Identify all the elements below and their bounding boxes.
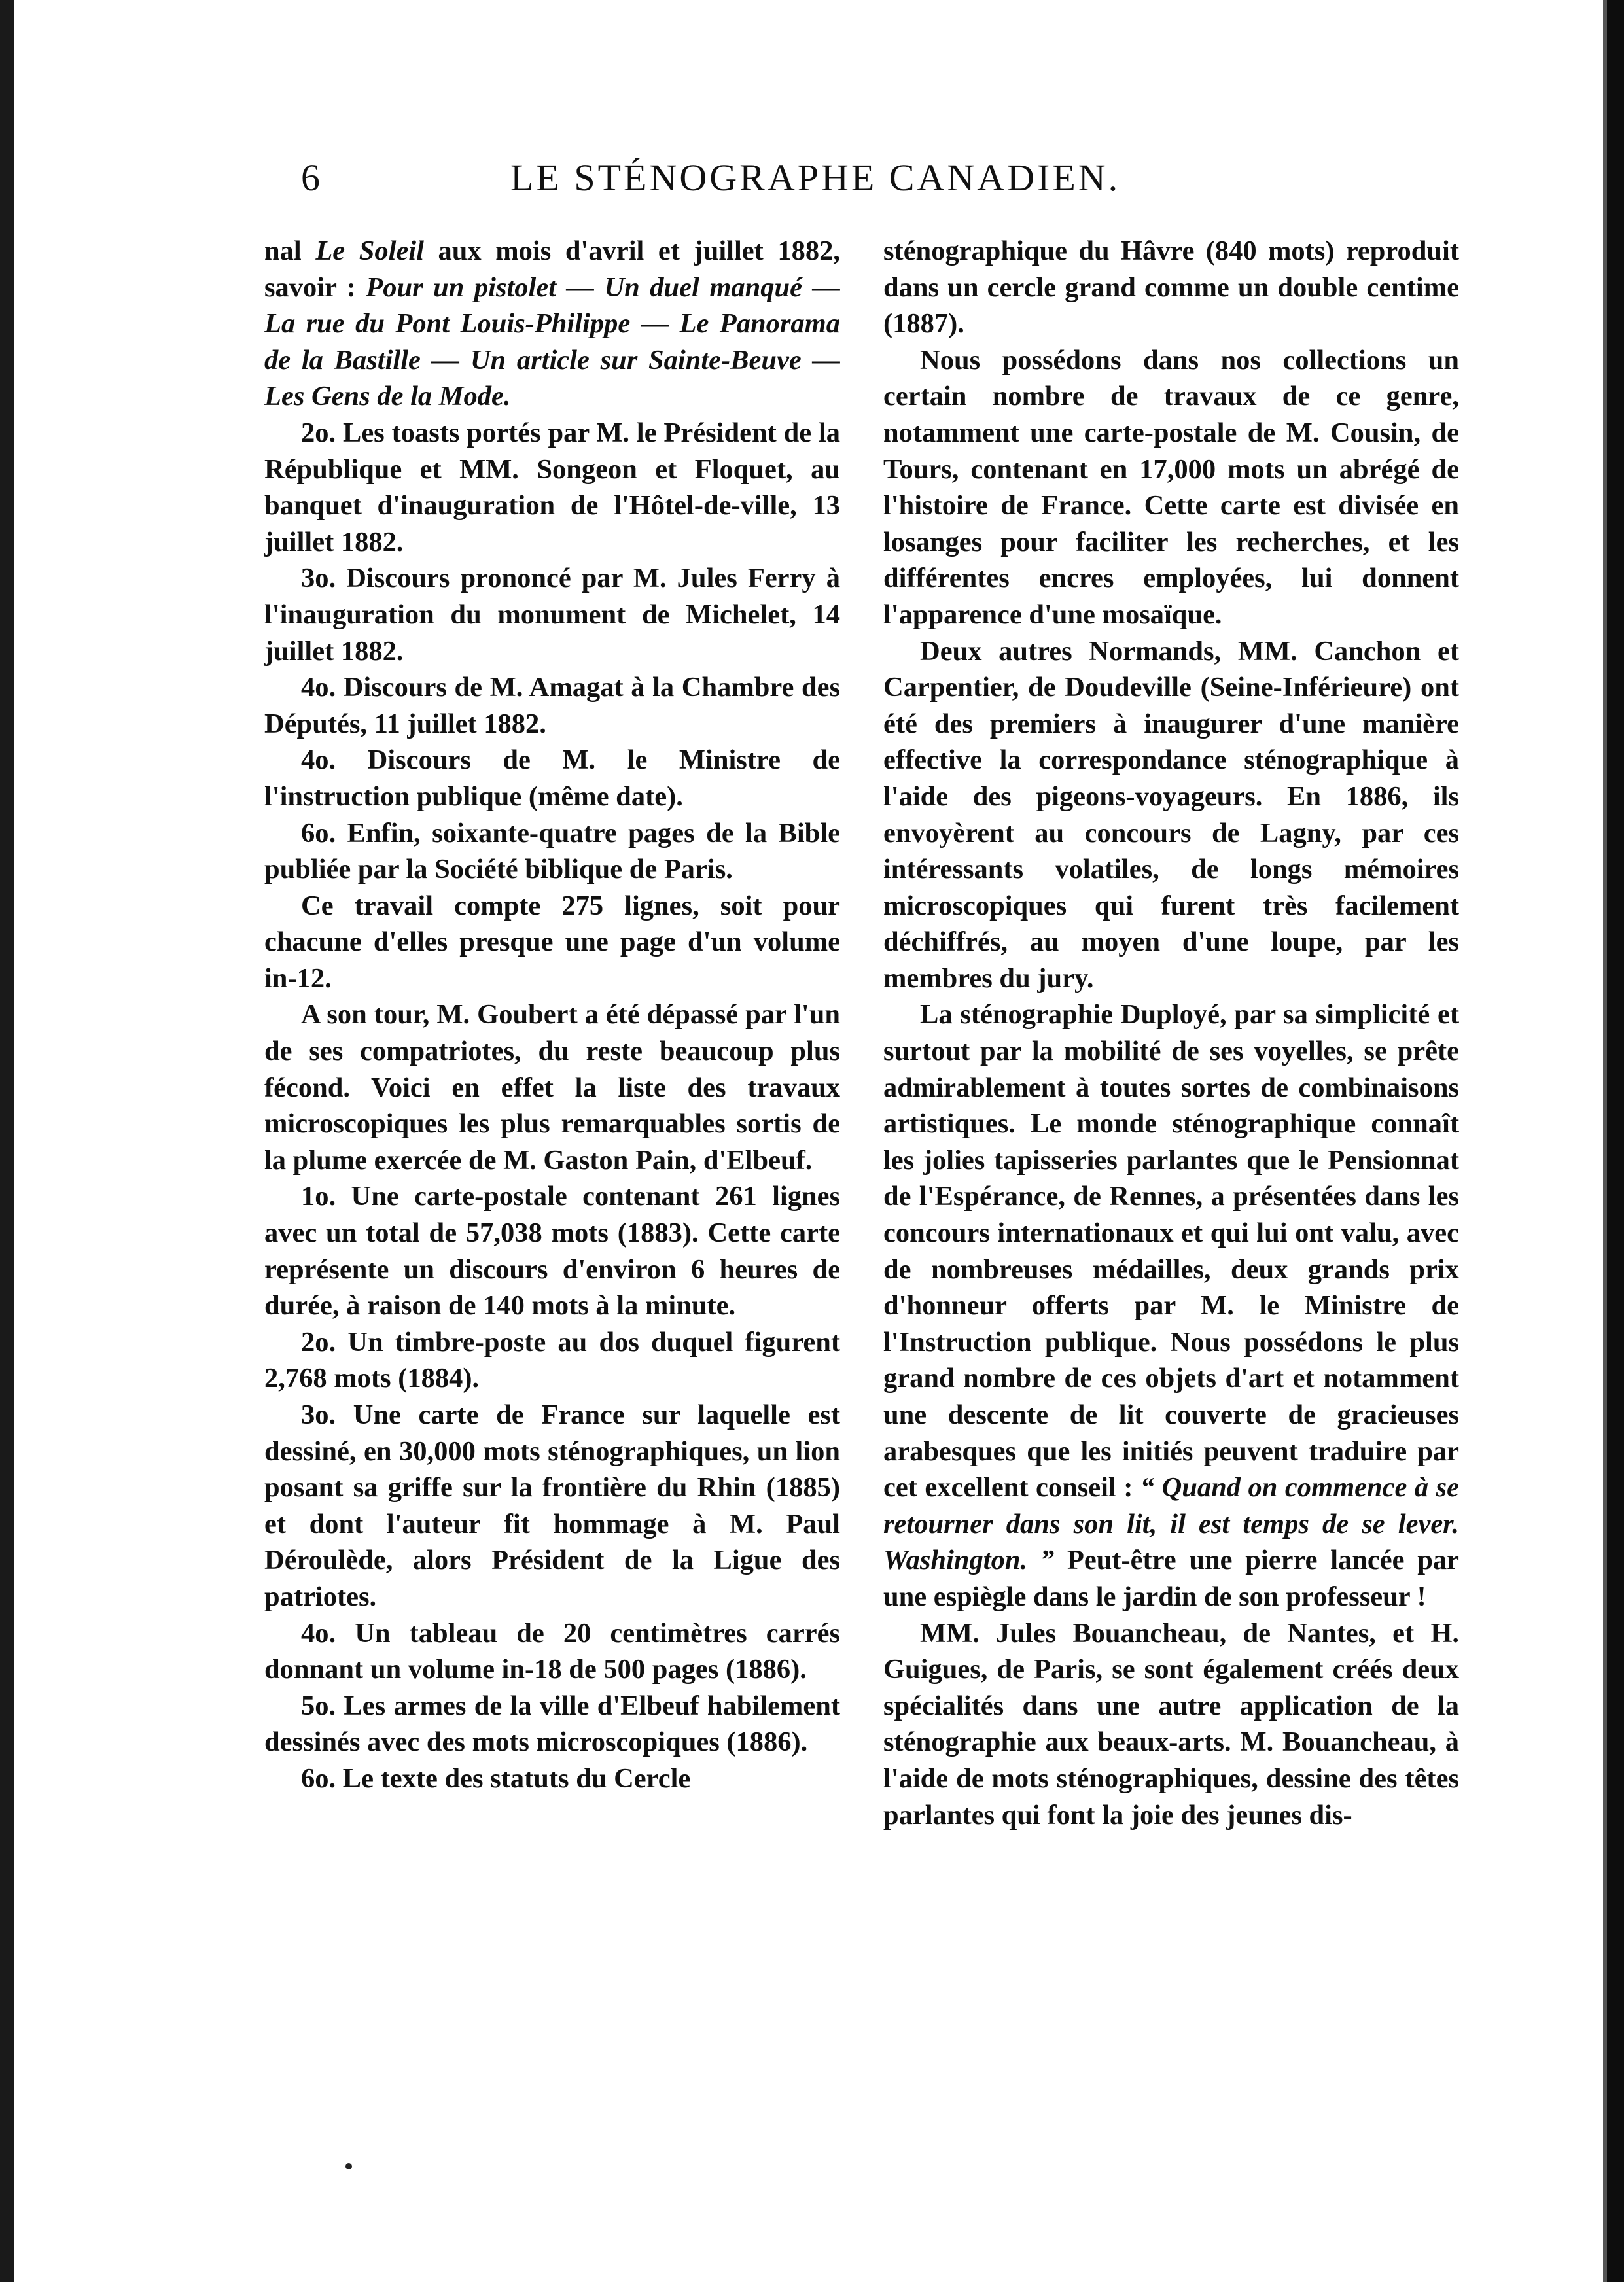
paragraph: Nous possédons dans nos collections un certain nombre de travaux de ce genre, notamment une carte-postale de M. Cousin, de Tours, contenant en 17,000 mots un abrégé de l'histoire de France. Cette carte est divisée en losanges pour faciliter les recherches, et les différentes encres employées, lui donnent l'apparence d'une mosaïque. (883, 344, 1459, 630)
paragraph: 4o. Discours de M. Amagat à la Chambre des Députés, 11 juillet 1882. (264, 672, 840, 739)
paragraph: 1o. Une carte-postale contenant 261 lignes avec un total de 57,038 mots (1883). Cette carte représente un discours d'environ 6 heures de durée, à raison de 140 mots à la minute. (264, 1181, 840, 1322)
scan-right-edge (1607, 0, 1624, 2282)
paragraph: La sténographie Duployé, par sa simplicité et surtout par la mobilité de ses voyelles, se prête admirablement à toutes sortes de combinaisons artistiques. Le monde sténographique connaît les jolies tapisseries parlantes que le Pensionnat de l'Espérance, de Rennes, a présentées dans les concours internationaux et qui lui ont valu, avec de nombreuses médailles, deux grands prix d'honneur offerts par M. le Ministre de l'Instruction publique. Nous possédons le plus grand nombre de ces objets d'art et notamment une descente de lit couverte de gracieuses arabesques que les initiés peuvent traduire par cet excellent conseil : “ Quand on commence à se retourner dans son lit, il est temps de se lever. Washington. ” Peut-être une pierre lancée par une espiègle dans le jardin de son professeur ! (883, 999, 1460, 1612)
paragraph: 3o. Discours prononcé par M. Jules Ferry à l'inauguration du monument de Michelet, 14 juillet 1882. (264, 563, 840, 667)
right-column (883, 233, 1459, 1833)
paragraph: sténographique du Hâvre (840 mots) reproduit dans un cercle grand comme un double centime (1887). (883, 236, 1459, 340)
paragraph: 5o. Les armes de la ville d'Elbeuf habilement dessinés avec des mots microscopiques (1886). (264, 1690, 840, 1758)
paragraph: 4o. Discours de M. le Ministre de l'instruction publique (même date). (264, 745, 840, 812)
paragraph: A son tour, M. Goubert a été dépassé par l'un de ses compatriotes, du reste beaucoup plus fécond. Voici en effet la liste des travaux microscopiques les plus remarquables sortis de la plume exercée de M. Gaston Pain, d'Elbeuf. (264, 999, 840, 1176)
left-column (264, 233, 840, 1797)
paragraph: 6o. Le texte des statuts du Cercle (301, 1763, 691, 1794)
paragraph: MM. Jules Bouancheau, de Nantes, et H. Guigues, de Paris, se sont également créés deux spécialités dans une autre application de la sténographie aux beaux-arts. M. Bouancheau, à l'aide de mots sténographiques, dessine des têtes parlantes qui font la joie des jeunes dis- (883, 1617, 1459, 1831)
scan-left-edge (0, 0, 14, 2282)
paragraph: 2o. Les toasts portés par M. le Président de la République et MM. Songeon et Floquet, au banquet d'inauguration de l'Hôtel-de-ville, 13 juillet 1882. (264, 417, 840, 557)
paragraph: 2o. Un timbre-poste au dos duquel figurent 2,768 mots (1884). (264, 1326, 840, 1394)
page-header (262, 152, 1466, 204)
paragraph: 3o. Une carte de France sur laquelle est dessiné, en 30,000 mots sténographiques, un lion posant sa griffe sur la frontière du Rhin (1885) et dont l'auteur fit hommage à M. Paul Déroulède, alors Président de la Ligue des patriotes. (264, 1399, 840, 1612)
page-number: 6 (301, 156, 320, 199)
paragraph: Ce travail compte 275 lignes, soit pour chacune d'elles presque une page d'un volume in-12. (264, 890, 840, 994)
paragraph: 6o. Enfin, soixante-quatre pages de la Bible publiée par la Société biblique de Paris. (264, 817, 840, 885)
paragraph: nal Le Soleil aux mois d'avril et juillet 1882, savoir : Pour un pistolet — Un duel manqué — La rue du Pont Louis-Philippe — Le Panorama de la Bastille — Un article sur Sainte-Beuve — Les Gens de la Mode. (264, 236, 840, 412)
paragraph: Deux autres Normands, MM. Canchon et Carpentier, de Doudeville (Seine-Inférieure) ont été des premiers à inaugurer d'une manière effective la correspondance sténographique à l'aide des pigeons-voyageurs. En 1886, ils envoyèrent au concours de Lagny, par ces intéressants volatiles, de longs mémoires microscopiques qui furent très facilement déchiffrés, au moyen d'une loupe, par les membres du jury. (883, 635, 1459, 994)
paragraph: 4o. Un tableau de 20 centimètres carrés donnant un volume in-18 de 500 pages (1886). (264, 1617, 840, 1685)
running-title: LE STÉNOGRAPHE CANADIEN. (510, 156, 1121, 199)
scan-speck (345, 2163, 352, 2169)
